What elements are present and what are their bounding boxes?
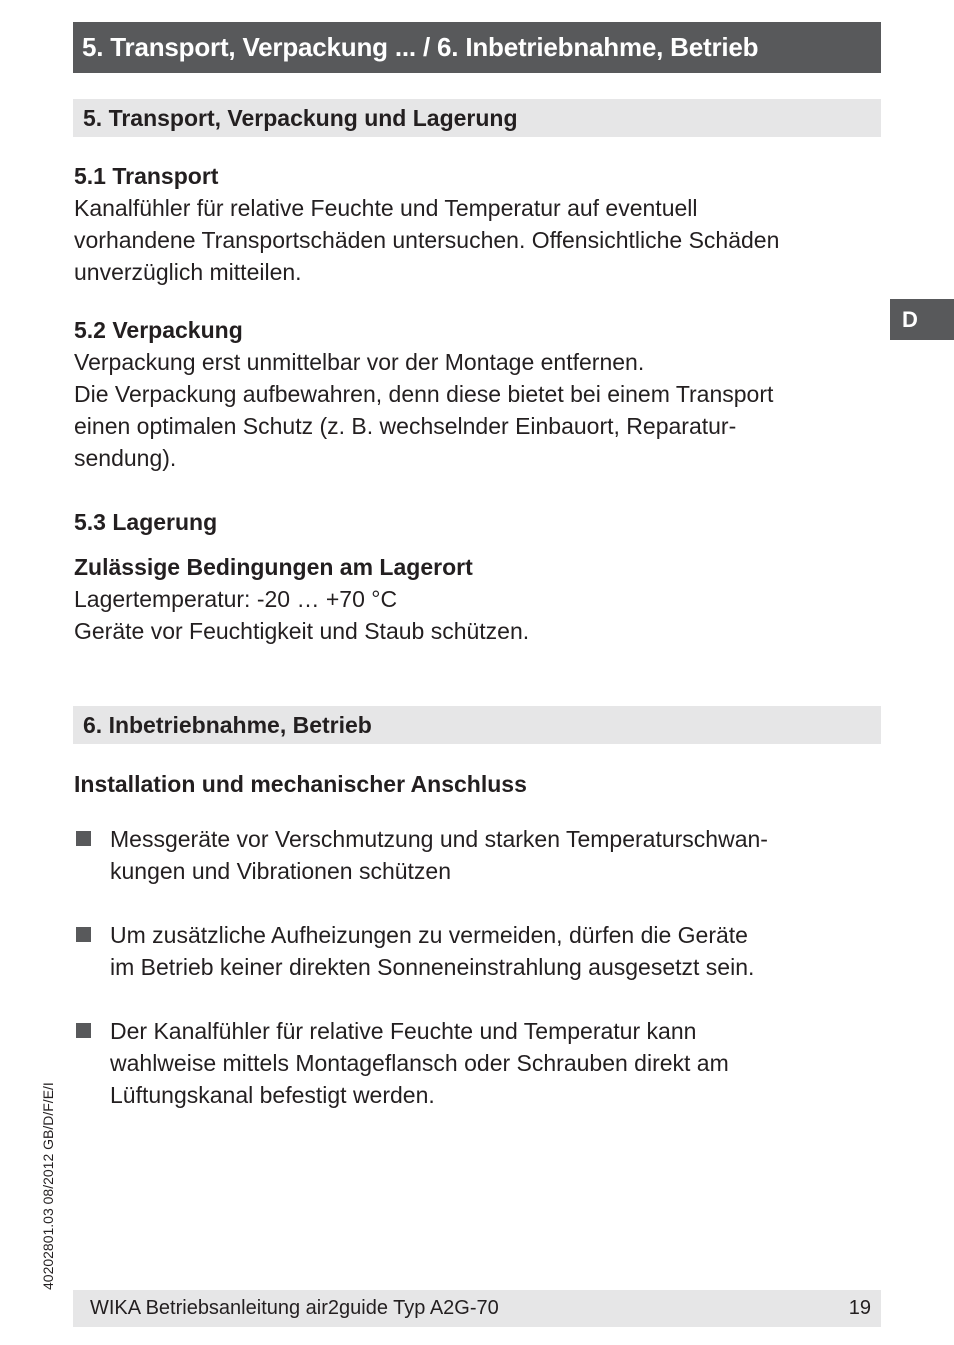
page-header: 5. Transport, Verpackung ... / 6. Inbetriebnahme, Betrieb: [73, 22, 881, 73]
packaging-block: [74, 314, 874, 474]
list-item-line: wahlweise mittels Montageflansch oder Schrauben direkt am: [110, 1050, 729, 1076]
packaging-line: sendung).: [74, 445, 177, 471]
storage-heading: 5.3 Lagerung: [74, 509, 218, 535]
bullet-square-icon: [76, 927, 91, 942]
list-item-line: Der Kanalfühler für relative Feuchte und Temperatur kann: [110, 1018, 697, 1044]
list-item-line: Lüftungskanal befestigt werden.: [110, 1082, 435, 1108]
packaging-line: Die Verpackung aufbewahren, denn diese bietet bei einem Transport: [74, 381, 774, 407]
packaging-heading: 5.2 Verpackung: [74, 317, 243, 343]
bullet-square-icon: [76, 831, 91, 846]
storage-heading-block: [74, 506, 874, 538]
installation-heading-block: [74, 768, 874, 800]
list-item: [74, 919, 864, 983]
section-5-title: 5. Transport, Verpackung und Lagerung: [73, 99, 881, 137]
storage-block: [74, 551, 874, 647]
storage-line: Geräte vor Feuchtigkeit und Staub schützen.: [74, 618, 530, 644]
page-footer: [73, 1290, 881, 1327]
language-tab[interactable]: D: [890, 299, 954, 340]
transport-heading: 5.1 Transport: [74, 163, 219, 189]
list-item-line: kungen und Vibrationen schützen: [110, 858, 452, 884]
transport-line: Kanalfühler für relative Feuchte und Temperatur auf eventuell: [74, 195, 698, 221]
list-item-line: Um zusätzliche Aufheizungen zu vermeiden, dürfen die Geräte: [110, 922, 748, 948]
list-item: [74, 1015, 864, 1111]
transport-line: vorhandene Transportschäden untersuchen. Offensichtliche Schäden: [74, 227, 780, 253]
packaging-line: Verpackung erst unmittelbar vor der Montage entfernen.: [74, 349, 645, 375]
document-code: 40202801.03 08/2012 GB/D/F/E/I: [40, 1082, 56, 1290]
page-number: 19: [848, 1297, 871, 1319]
section-6-title: 6. Inbetriebnahme, Betrieb: [73, 706, 881, 744]
list-item-line: Messgeräte vor Verschmutzung und starken Temperaturschwan-: [110, 826, 768, 852]
storage-line: Lagertemperatur: -20 … +70 °C: [74, 586, 398, 612]
transport-line: unverzüglich mitteilen.: [74, 259, 302, 285]
transport-block: [74, 160, 874, 288]
footer-title: WIKA Betriebsanleitung air2guide Typ A2G-70: [90, 1297, 499, 1319]
list-item-line: im Betrieb keiner direkten Sonneneinstrahlung ausgesetzt sein.: [110, 954, 755, 980]
installation-heading: Installation und mechanischer Anschluss: [74, 771, 527, 797]
packaging-line: einen optimalen Schutz (z. B. wechselnder Einbauort, Reparatur-: [74, 413, 737, 439]
bullet-square-icon: [76, 1023, 91, 1038]
list-item: [74, 823, 864, 887]
storage-subheading: Zulässige Bedingungen am Lagerort: [74, 554, 473, 580]
